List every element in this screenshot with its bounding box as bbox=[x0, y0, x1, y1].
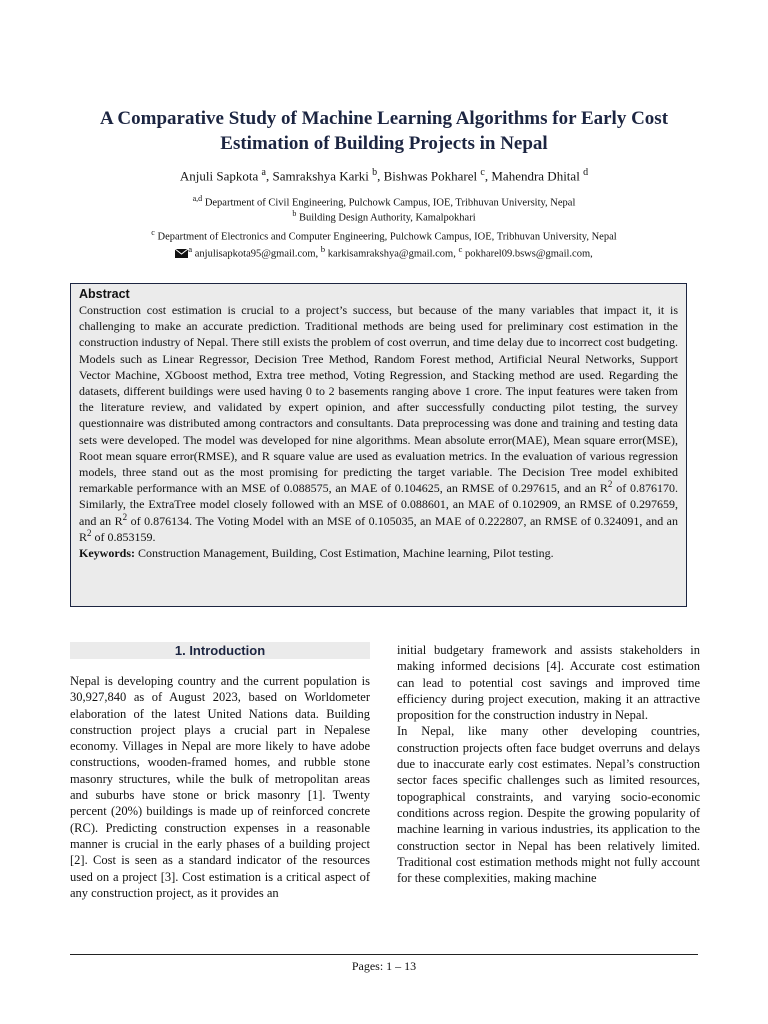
affiliation-text: Department of Electronics and Computer Engineering, Pulchowk Campus, IOE, Tribhuvan University, Nepal bbox=[157, 231, 617, 243]
affiliation-sup: b bbox=[292, 209, 297, 218]
abstract-part: of 0.876170. Similarly, the ExtraTree model closely followed with an MSE of 0.088601, an MAE of 0.102909, an RMSE of 0.297659, and an R bbox=[79, 481, 678, 528]
email-link[interactable]: anjulisapkota95@gmail.com, bbox=[194, 248, 319, 260]
affiliation-3 bbox=[60, 226, 708, 244]
affiliation-2 bbox=[60, 207, 708, 225]
superscript: 2 bbox=[607, 479, 613, 490]
author-sup: c bbox=[480, 167, 485, 178]
paper-title bbox=[60, 106, 708, 156]
author-sup: a bbox=[261, 167, 266, 178]
abstract-heading: Abstract bbox=[79, 287, 130, 301]
abstract-part: of 0.876134. The Voting Model with an MSE of 0.105035, an MAE of 0.222807, an RMSE of 0.324091, and an R bbox=[79, 513, 679, 544]
email-sup: b bbox=[320, 244, 326, 254]
author-sup: b bbox=[372, 167, 378, 178]
abstract-text bbox=[79, 302, 678, 545]
author-list: Anjuli Sapkota $^a$, Samrakshya Karki $^b$, Bishwas Pokharel $^c$, Mahendra Dhital $^d$ bbox=[179, 167, 589, 184]
affiliation-text: Building Design Authority, Kamalpokhari bbox=[298, 212, 476, 224]
keywords-text: Construction Management, Building, Cost Estimation, Machine learning, Pilot testing. bbox=[135, 546, 554, 561]
right-column bbox=[397, 642, 700, 886]
keywords bbox=[79, 546, 678, 561]
paragraph: Nepal is developing country and the current population is 30,927,840 as of August 2023, based on Worldometer elaboration of the latest United Nations data. Building construction project plays a crucial part in Nepalese economy. Villages in Nepal are more likely to have adobe constructions, wooden-framed homes, and rubble stone masonry structures, while the bulk of metropolitan areas and suburbs have stone or brick masonry [1]. Twenty percent (20%) buildings is made up of reinforced concrete (RC). Predicting construction expenses in a reasonable manner is crucial in the early phases of a building project [2]. Cost is seen as a standard indicator of the resources used on a project [3]. Cost estimation is a critical aspect of any construction project, as it provides an bbox=[70, 674, 370, 900]
title-line-1: A Comparative Study of Machine Learning Algorithms for Early Cost bbox=[99, 108, 669, 129]
author-name: Samrakshya Karki bbox=[272, 168, 369, 184]
author-name: Anjuli Sapkota bbox=[179, 168, 259, 184]
section-heading: 1. Introduction bbox=[70, 642, 370, 659]
affiliation-text: Department of Civil Engineering, Pulchowk Campus, IOE, Tribhuvan University, Nepal bbox=[204, 197, 576, 209]
left-column bbox=[70, 673, 370, 901]
email-sup: c bbox=[458, 244, 463, 254]
email-sup: a bbox=[188, 244, 193, 254]
keywords-label: Keywords: bbox=[79, 546, 135, 561]
footer-divider bbox=[70, 954, 698, 955]
envelope-icon bbox=[175, 249, 188, 258]
affiliation-sup: a,d bbox=[192, 194, 203, 203]
paragraph: initial budgetary framework and assists stakeholders in making informed decisions [4]. Accurate cost estimation can lead to potential cost savings and improved time efficiency during project execution, making it an attractive proposition for the construction industry in Nepal. bbox=[397, 643, 700, 723]
abstract-box bbox=[70, 283, 687, 607]
author-name: Bishwas Pokharel bbox=[383, 168, 478, 184]
abstract-part: of 0.853159. bbox=[91, 529, 156, 544]
email-link[interactable]: karkisamrakshya@gmail.com, bbox=[327, 248, 456, 260]
author-sup: d bbox=[583, 167, 589, 178]
email-line bbox=[60, 244, 708, 260]
affiliation-sup: c bbox=[151, 228, 155, 237]
title-line-2: Estimation of Building Projects in Nepal bbox=[220, 133, 548, 154]
email-link[interactable]: pokharel09.bsws@gmail.com, bbox=[464, 248, 593, 260]
page-footer: Pages: 1 – 13 bbox=[351, 959, 417, 973]
author-name: Mahendra Dhital bbox=[491, 168, 580, 184]
paragraph: In Nepal, like many other developing countries, construction projects often face budget overruns and delays due to inaccurate early cost estimates. Nepal’s construction sector faces specific challenges such as limited resources, topographical constraints, and varying socio-economic conditions across region. Despite the growing popularity of machine learning in various industries, its application to the construction sector in Nepal has been relatively limited. Traditional cost estimation methods might not fully account for these complexities, making machine bbox=[397, 724, 700, 886]
superscript: 2 bbox=[122, 511, 128, 522]
abstract-part: Construction cost estimation is crucial to a project’s success, but because of the many variables that impact it, it is challenging to make an accurate prediction. Traditional methods are being used for preliminary cost estimation in the construction industry of Nepal. There still exists the problem of cost overrun, and time delay due to incorrect cost budgeting. Models such as Linear Regressor, Decision Tree Method, Random Forest method, Artificial Neural Networks, Support Vector Machine, XGboost method, Extra tree method, Voting Regression, and Stacking method are used. Regarding the datasets, different buildings were used having 0 to 2 basements ranging above 1 crore. The input features were taken from the literature review, and validated by expert opinion, and after successfully conducting pilot testing, the survey questionnaire was distributed among contractors and consultants. Data preprocessing was done and training and testing data sets were developed. The model was developed for nine algorithms. Mean absolute error(MAE), Mean square error(MSE), Root mean square error(RMSE), and R square value are used as evaluation metrics. In the evaluation of various regression models, three stand out as the most promising for predicting the target variable. The Decision Tree model exhibited remarkable performance with an MSE of 0.088575, an MAE of 0.104625, an RMSE of 0.297615, and an R bbox=[79, 303, 678, 496]
superscript: 2 bbox=[87, 527, 92, 538]
